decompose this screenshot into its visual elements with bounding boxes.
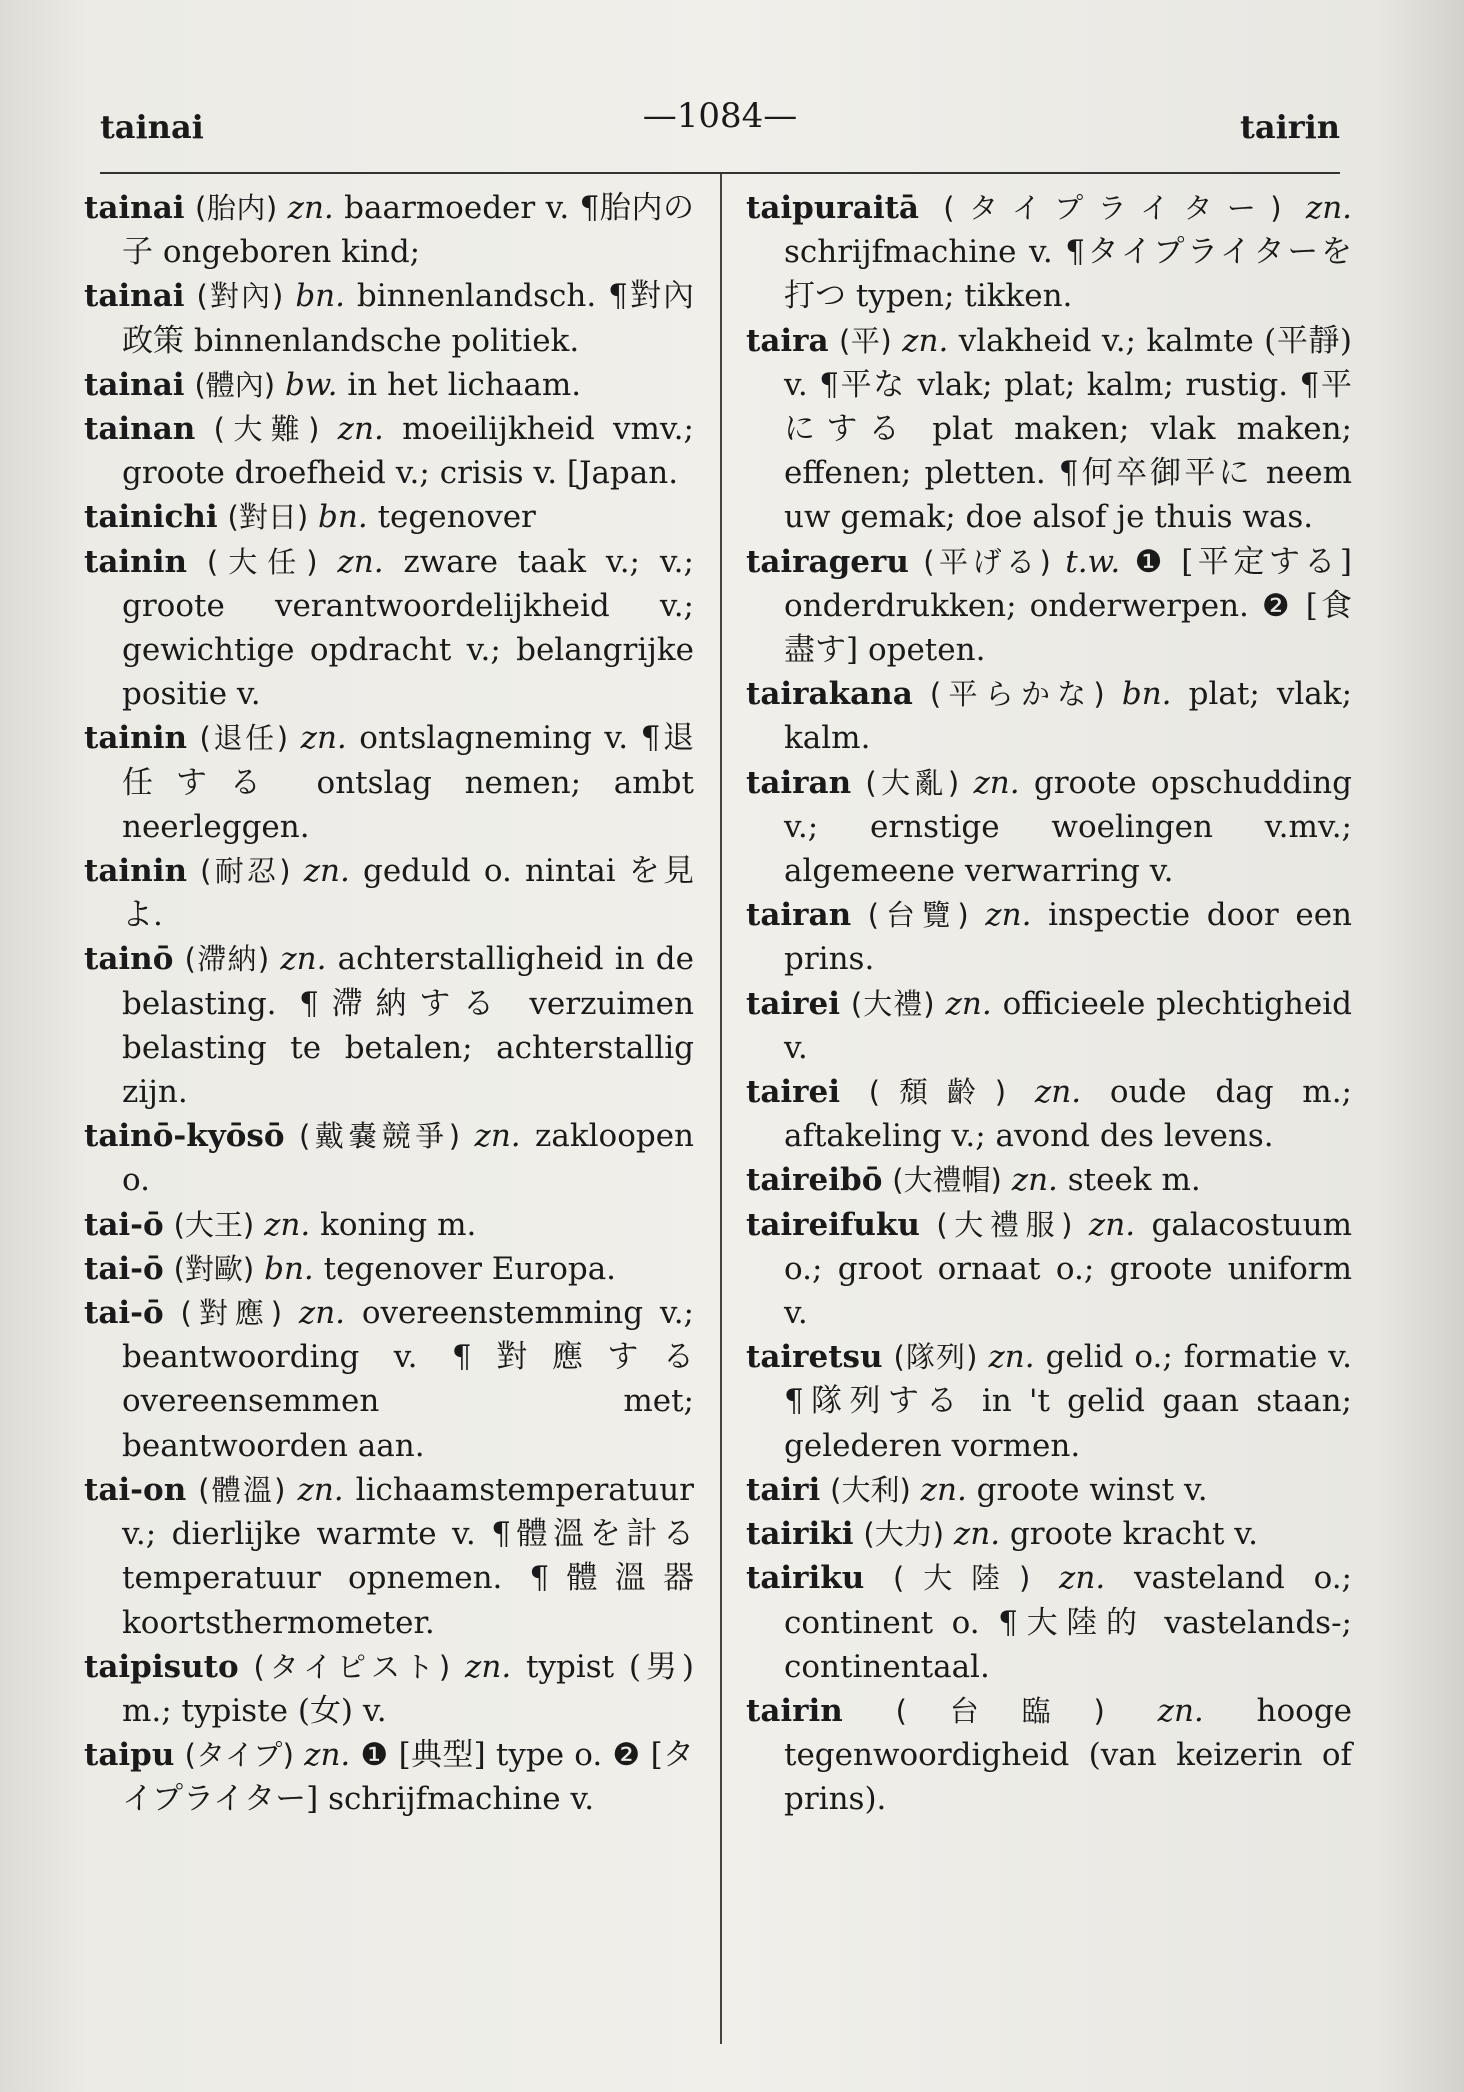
entry-headword: tainan: [84, 411, 196, 448]
entry-grammar: bw.: [284, 366, 338, 403]
entry-grammar: zn.: [337, 411, 384, 448]
dictionary-entry: [746, 1158, 1352, 1202]
entry-grammar: zn.: [303, 853, 350, 890]
entry-headword: tainin: [84, 720, 188, 757]
entry-grammar: zn.: [1011, 1162, 1058, 1199]
dictionary-entry: [84, 1203, 694, 1247]
entry-headword: tai-ō: [84, 1206, 164, 1243]
entry-kanji: (對日): [227, 500, 309, 535]
entry-grammar: zn.: [465, 1648, 512, 1685]
entry-grammar: zn.: [264, 1206, 311, 1243]
entry-headword: tainai: [84, 278, 185, 315]
dictionary-entry: [84, 495, 694, 539]
entry-definition: zakloopen o.: [122, 1118, 695, 1199]
entry-grammar: zn.: [298, 1295, 346, 1332]
entry-kanji: (大禮帽): [892, 1163, 1002, 1198]
entry-headword: tainin: [84, 853, 188, 890]
entry-kanji: (退任): [199, 721, 289, 756]
entry-kanji: (對內): [196, 279, 284, 314]
entry-headword: taireibō: [746, 1162, 883, 1199]
entry-kanji: (平らかな): [929, 677, 1105, 712]
column-divider: [720, 174, 722, 2044]
entry-definition: groote kracht v.: [1009, 1516, 1258, 1553]
entry-grammar: zn.: [287, 190, 334, 226]
entry-definition: overeenstemming v.; beantwoording v. ¶對應する overeensemmen met; beantwoorden aan.: [122, 1295, 694, 1464]
right-column: [746, 186, 1352, 1822]
entry-definition: moeilijkheid vmv.; groote droefheid v.; crisis v. [Japan.: [122, 411, 694, 492]
entry-headword: tairei: [746, 1074, 841, 1111]
entry-headword: tai-ō: [84, 1295, 164, 1332]
entry-headword: tairiki: [746, 1516, 854, 1553]
entry-definition: vlakheid v.; kalmte (平靜) v. ¶平な vlak; plat; kalm; rustig. ¶平にする plat maken; vlak maken; effenen; pletten. ¶何卒御平に neem uw gemak; doe alsof je thuis was.: [784, 322, 1352, 536]
entry-headword: tainō: [84, 941, 174, 978]
dictionary-entry: [84, 1247, 694, 1291]
dictionary-entry: [746, 1556, 1352, 1689]
entry-headword: tairageru: [746, 543, 909, 580]
entry-headword: tairetsu: [746, 1339, 883, 1376]
entry-kanji: (大禮): [850, 986, 935, 1021]
entry-headword: taipuraitā: [746, 190, 919, 226]
entry-grammar: t.w.: [1065, 543, 1121, 580]
dictionary-entry: [746, 761, 1352, 894]
entry-definition: groote winst v.: [976, 1471, 1208, 1508]
entry-kanji: (平): [839, 323, 892, 358]
entry-kanji: (體溫): [198, 1472, 286, 1507]
entry-kanji: (隊列): [893, 1340, 978, 1375]
entry-kanji: (大王): [173, 1207, 255, 1242]
entry-grammar: bn.: [264, 1250, 314, 1287]
entry-grammar: zn.: [988, 1339, 1035, 1376]
entry-kanji: (台臨): [895, 1693, 1105, 1728]
entry-definition: baarmoeder v. ¶胎内の子 ongeboren kind;: [122, 190, 694, 271]
dictionary-entry: [84, 1468, 694, 1645]
entry-definition: ❶ [平定する] onderdrukken; onderwerpen. ❷ [食盡す] opeten.: [784, 543, 1352, 669]
dictionary-entry: [84, 363, 694, 407]
dictionary-entry: [84, 1114, 694, 1202]
entry-grammar: bn.: [295, 278, 345, 315]
entry-headword: taira: [746, 322, 829, 359]
entry-definition: schrijfmachine v. ¶タイプライターを打つ typen; tikken.: [784, 234, 1352, 315]
entry-definition: in het lichaam.: [347, 366, 582, 403]
dictionary-entry: [84, 937, 694, 1114]
entry-definition: ❶ [典型] type o. ❷ [タイプライター] schrijfmachine v.: [122, 1737, 694, 1818]
entry-headword: taireifuku: [746, 1206, 920, 1243]
entry-definition: binnenlandsch. ¶對內政策 binnenlandsche politiek.: [122, 278, 695, 359]
entry-headword: tainai: [84, 366, 185, 403]
left-running-headword: tainai: [100, 108, 204, 146]
dictionary-entry: [84, 274, 694, 362]
dictionary-entry: [746, 1203, 1352, 1336]
entry-definition: tegenover Europa.: [323, 1250, 617, 1287]
entry-headword: tairan: [746, 764, 852, 801]
entry-headword: tainō-kyōsō: [84, 1118, 285, 1155]
entry-definition: inspectie door een prins.: [784, 897, 1353, 978]
entry-definition: tegenover: [377, 499, 536, 536]
entry-kanji: (タイプ): [184, 1738, 294, 1773]
dictionary-entry: [746, 1070, 1352, 1158]
entry-headword: tai-on: [84, 1471, 187, 1508]
entry-grammar: zn.: [297, 1471, 344, 1508]
dictionary-entry: [746, 982, 1352, 1070]
entry-kanji: (滯納): [184, 942, 270, 977]
entry-kanji: (タイプライター): [943, 191, 1282, 225]
entry-kanji: (タイピスト): [253, 1649, 451, 1684]
entry-kanji: (大陸): [893, 1561, 1031, 1596]
entry-kanji: (大任): [206, 544, 318, 579]
entry-grammar: zn.: [1059, 1560, 1106, 1597]
entry-headword: tairakana: [746, 676, 913, 713]
dictionary-entry: [746, 1512, 1352, 1556]
entry-definition: galacostuum o.; groot ornaat o.; groote uniform v.: [784, 1206, 1352, 1332]
dictionary-entry: [746, 893, 1352, 981]
entry-kanji: (胎内): [194, 191, 278, 225]
dictionary-entry: [746, 1468, 1352, 1512]
entry-kanji: (平げる): [923, 544, 1051, 579]
entry-definition: hooge tegenwoordigheid (van keizerin of prins).: [784, 1692, 1353, 1818]
dictionary-entry: [746, 319, 1352, 540]
entry-grammar: zn.: [304, 1737, 351, 1774]
dictionary-entry: [84, 1645, 694, 1733]
entry-grammar: bn.: [1121, 676, 1172, 713]
entry-headword: taipisuto: [84, 1648, 239, 1685]
entry-headword: tai-ō: [84, 1250, 164, 1287]
entry-definition: gelid o.; formatie v. ¶隊列する in 't gelid gaan staan; gelederen vormen.: [784, 1339, 1352, 1464]
entry-grammar: bn.: [318, 499, 368, 536]
entry-headword: tairiku: [746, 1560, 865, 1597]
entry-definition: steek m.: [1067, 1162, 1201, 1199]
entry-definition: officieele plechtigheid v.: [784, 985, 1352, 1066]
entry-grammar: zn.: [902, 322, 949, 359]
entry-definition: geduld o. nintai を見よ.: [122, 853, 695, 934]
entry-definition: zware taak v.; v.; groote verantwoordelijkheid v.; gewichtige opdracht v.; belangrijke positie v.: [122, 543, 694, 713]
entry-kanji: (大難): [213, 412, 320, 447]
entry-headword: tainin: [84, 543, 188, 580]
entry-grammar: zn.: [280, 941, 327, 978]
entry-headword: tairin: [746, 1692, 843, 1729]
entry-grammar: zn.: [1305, 190, 1353, 226]
entry-grammar: zn.: [300, 720, 347, 757]
page-number: —1084—: [642, 96, 798, 136]
entry-kanji: (大禮服): [936, 1207, 1073, 1242]
entry-headword: tairan: [746, 897, 852, 934]
entry-headword: taipu: [84, 1737, 175, 1774]
dictionary-entry: [746, 540, 1352, 673]
entry-grammar: zn.: [973, 764, 1020, 801]
dictionary-entry: [84, 540, 694, 717]
entry-headword: tairei: [746, 985, 841, 1022]
entry-definition: ontslagneming v. ¶退任する ontslag nemen; ambt neerleggen.: [122, 720, 694, 845]
dictionary-entry: [84, 1733, 694, 1821]
entry-kanji: (體內): [194, 367, 276, 402]
dictionary-entry: [84, 849, 694, 937]
entry-definition: achterstalligheid in de belasting. ¶滯納する verzuimen belasting te betalen; achterstallig zijn.: [122, 941, 694, 1111]
right-running-headword: tairin: [1240, 108, 1340, 146]
entry-kanji: (戴嚢競爭): [298, 1119, 461, 1154]
entry-definition: lichaamstemperatuur v.; dierlijke warmte v. ¶體溫を計る temperatuur opnemen. ¶體溫器 koortsthermometer.: [122, 1471, 694, 1641]
entry-definition: vasteland o.; continent o. ¶大陸的 vastelands-; continentaal.: [784, 1560, 1352, 1685]
entry-headword: tainai: [84, 190, 185, 226]
dictionary-entry: [746, 672, 1352, 760]
entry-definition: typist (男) m.; typiste (女) v.: [122, 1648, 694, 1729]
left-column: [84, 186, 694, 1822]
entry-grammar: zn.: [945, 985, 992, 1022]
dictionary-entry: [746, 1689, 1352, 1822]
entry-kanji: (大力): [863, 1517, 945, 1552]
dictionary-entry: [84, 186, 694, 274]
entry-grammar: zn.: [474, 1118, 521, 1155]
entry-grammar: zn.: [1034, 1074, 1082, 1111]
entry-grammar: zn.: [953, 1516, 1001, 1553]
entry-kanji: (對歐): [173, 1251, 255, 1286]
entry-kanji: (耐忍): [200, 854, 291, 889]
entry-grammar: zn.: [337, 543, 384, 580]
entry-grammar: zn.: [1157, 1692, 1204, 1729]
entry-grammar: zn.: [985, 897, 1032, 934]
entry-kanji: (大亂): [865, 765, 960, 800]
entry-headword: tairi: [746, 1471, 821, 1508]
entry-definition: koning m.: [320, 1206, 477, 1243]
dictionary-entry: [84, 407, 694, 495]
page-header: [100, 96, 1340, 146]
dictionary-entry: [746, 1335, 1352, 1468]
entry-kanji: (頹齡): [868, 1075, 1007, 1110]
entry-kanji: (台覽): [867, 898, 969, 933]
dictionary-entry: [746, 186, 1352, 319]
entry-kanji: (大利): [830, 1472, 911, 1507]
entry-definition: groote opschudding v.; ernstige woelingen v.mv.; algemeene verwarring v.: [784, 764, 1352, 890]
entry-headword: tainichi: [84, 499, 218, 536]
entry-grammar: zn.: [920, 1471, 967, 1508]
entry-grammar: zn.: [1088, 1206, 1136, 1243]
entry-definition: plat; vlak; kalm.: [784, 676, 1353, 757]
dictionary-entry: [84, 716, 694, 849]
entry-kanji: (對應): [180, 1296, 283, 1331]
dictionary-entry: [84, 1291, 694, 1468]
entry-definition: oude dag m.; aftakeling v.; avond des levens.: [784, 1074, 1353, 1155]
